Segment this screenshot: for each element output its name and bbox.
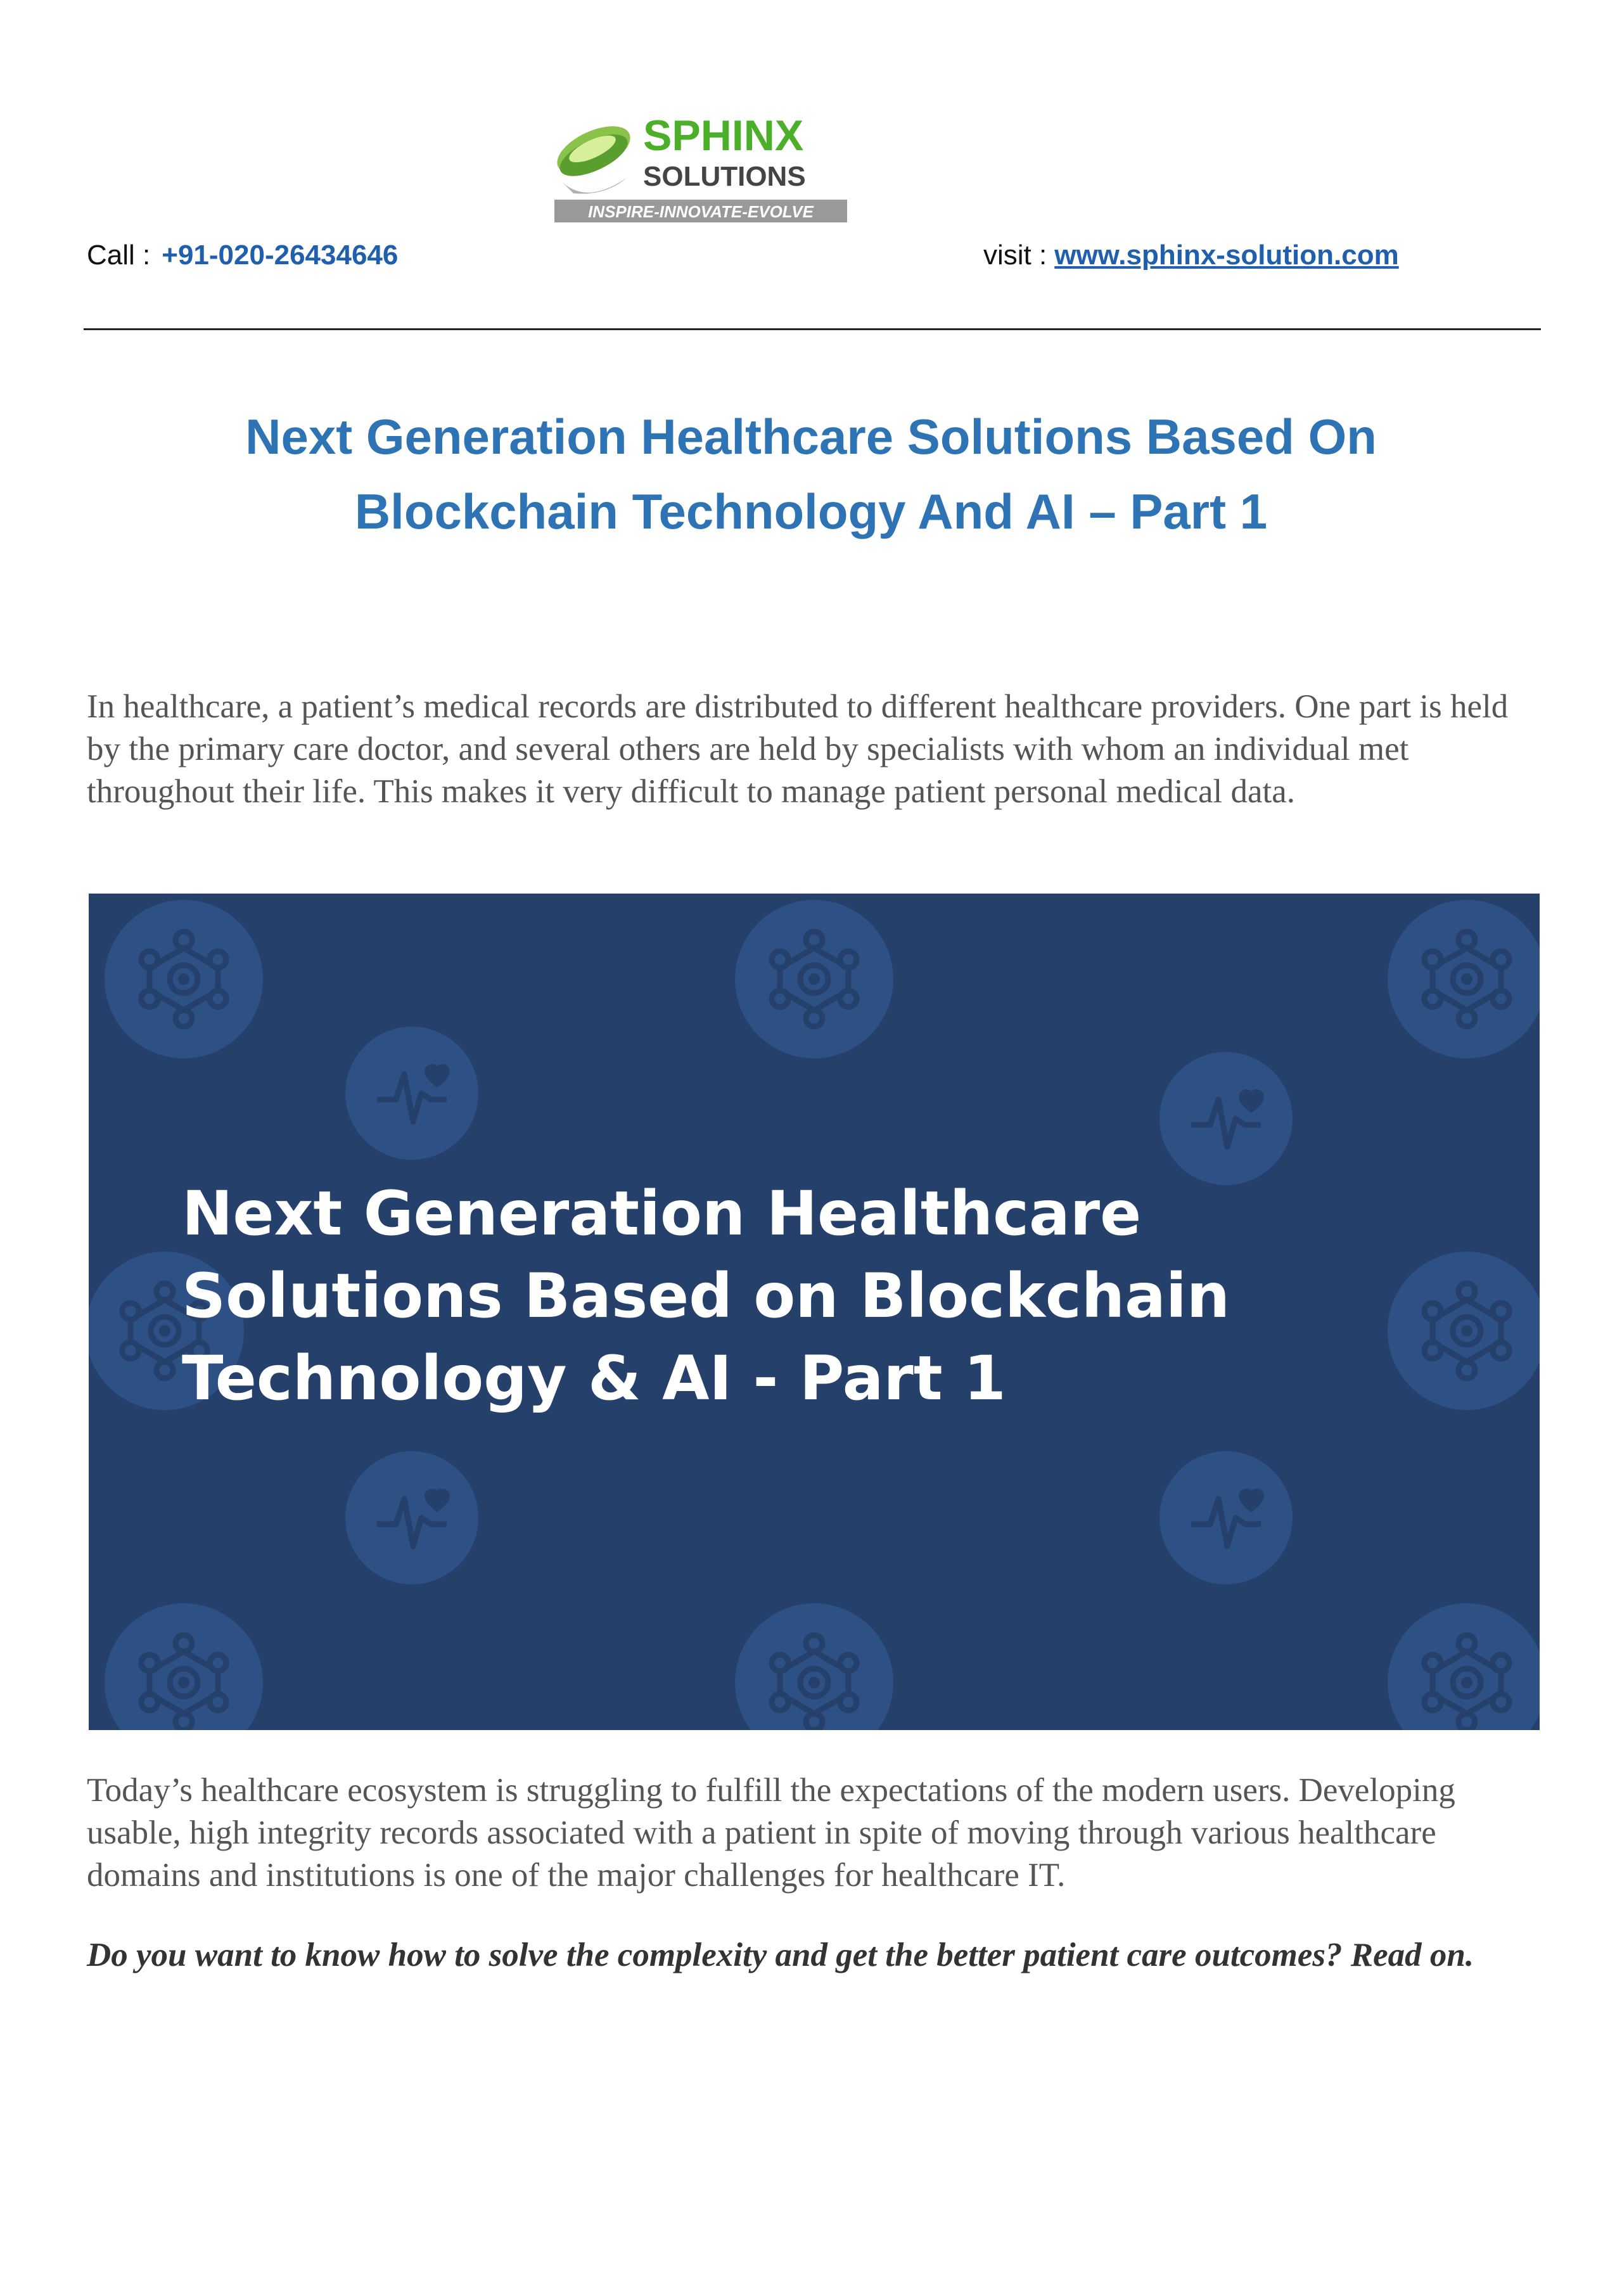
- title-line-1: Next Generation Healthcare Solutions Based On: [245, 409, 1377, 465]
- banner-line-3: Technology & AI - Part 1: [182, 1343, 1006, 1414]
- network-icon: [735, 900, 893, 1058]
- banner-line-1: Next Generation Healthcare: [182, 1178, 1142, 1249]
- heart-pulse-icon: [1159, 1451, 1293, 1584]
- phone-number[interactable]: +91-020-26434646: [162, 240, 399, 271]
- network-icon: [1388, 1252, 1540, 1410]
- banner-image: [89, 894, 1540, 1730]
- heart-pulse-icon: [1159, 1052, 1293, 1185]
- call-info: [87, 240, 398, 271]
- intro-paragraph: In healthcare, a patient’s medical records are distributed to different healthcare providers. One part is held by the primary care doctor, and several others are held by specialists with whom an individual met throughout their life. This makes it very difficult to manage patient personal medical data.: [87, 688, 1509, 810]
- call-label: Call :: [87, 240, 151, 271]
- document-title: [114, 399, 1508, 549]
- visit-label: visit :: [983, 240, 1047, 271]
- logo-tagline: INSPIRE-INNOVATE-EVOLVE: [588, 202, 814, 221]
- network-icon: [105, 1603, 263, 1730]
- header-divider: [84, 328, 1541, 330]
- network-icon: [735, 1603, 893, 1730]
- website-link[interactable]: www.sphinx-solution.com: [1054, 240, 1399, 271]
- network-icon: [105, 900, 263, 1058]
- closing-paragraph: Do you want to know how to solve the complexity and get the better patient care outcomes? Read on.: [87, 1937, 1474, 1973]
- heart-pulse-icon: [345, 1027, 478, 1160]
- banner-title: [182, 1172, 1386, 1420]
- logo-name-line1: SPHINX: [643, 112, 804, 160]
- logo-name-line2: SOLUTIONS: [643, 161, 806, 192]
- visit-info: [983, 240, 1399, 271]
- network-icon: [1388, 1603, 1540, 1730]
- heart-pulse-icon: [345, 1451, 478, 1584]
- network-icon: [1388, 900, 1540, 1058]
- leaf-icon: [554, 117, 637, 194]
- sphinx-logo: [554, 111, 852, 228]
- second-paragraph: Today’s healthcare ecosystem is struggling to fulfill the expectations of the modern users. Developing usable, high integrity records associated with a patient in spite of moving through various healthcare domains and institutions is one of the major challenges for healthcare IT.: [87, 1772, 1455, 1894]
- contact-line: [87, 240, 1449, 284]
- banner-line-2: Solutions Based on Blockchain: [182, 1260, 1230, 1331]
- title-line-2: Blockchain Technology And AI – Part 1: [354, 484, 1268, 539]
